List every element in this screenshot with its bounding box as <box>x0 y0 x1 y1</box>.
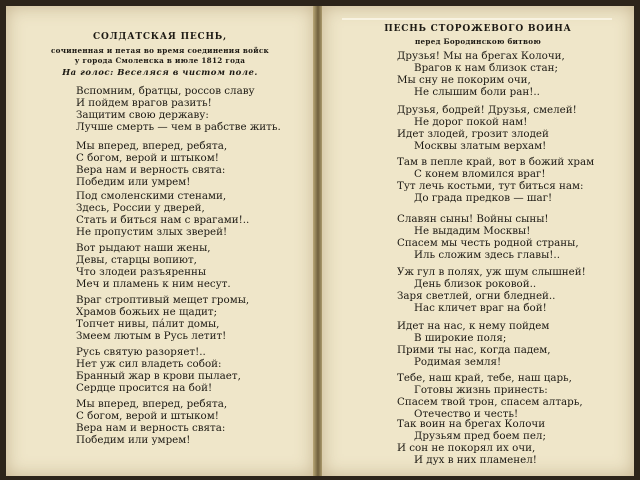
poem-line: Прими ты нас, когда падем, <box>397 344 551 356</box>
poem-line: Под смоленскими стенами, <box>76 190 227 202</box>
poem-line: Стать и биться нам с врагами!.. <box>76 214 250 226</box>
poem-line: Враг строптивый мещет громы, <box>76 294 250 306</box>
poem-line: Русь святую разоряет!.. <box>76 346 206 358</box>
poem-line: Идет на нас, к нему пойдем <box>397 320 550 332</box>
poem-line: День близок роковой.. <box>414 278 537 290</box>
poem-line: Меч и пламень к ним несут. <box>76 278 231 290</box>
poem-line: Тут лечь костьми, тут биться нам: <box>397 180 584 192</box>
poem-line: Девы, старцы вопиют, <box>76 254 197 266</box>
poem-line: Победим или умрем! <box>76 176 191 188</box>
poem-line: Вот рыдают наши жены, <box>76 242 211 254</box>
poem-line: И сон не покорял их очи, <box>397 442 536 454</box>
poem-line: Защитим свою державу: <box>76 109 209 121</box>
poem-line: Спасем твой трон, спасем алтарь, <box>397 396 583 408</box>
poem-line: Славян сыны! Войны сыны! <box>397 213 549 225</box>
poem-line: До града предков — шаг! <box>414 192 553 204</box>
poem-line: Здесь, России у дверей, <box>76 202 205 214</box>
poem-line: Друзья! Мы на брегах Колочи, <box>397 50 565 62</box>
poem-line: Храмов божьих не щадит; <box>76 306 218 318</box>
poem-line: Тебе, наш край, тебе, наш царь, <box>397 372 572 384</box>
poem-line: Друзья, бодрей! Друзья, смелей! <box>397 104 577 116</box>
poem-line: С богом, верой и штыком! <box>76 410 219 422</box>
poem-line: Сердце просится на бой! <box>76 382 213 394</box>
right-page-subtitle: перед Бородинскою битвою <box>414 37 542 46</box>
poem-line: Не выдадим Москвы! <box>414 225 531 237</box>
poem-line: Вера нам и верность свята: <box>76 164 226 176</box>
poem-line: С богом, верой и штыком! <box>76 152 219 164</box>
poem-line: В широкие поля; <box>414 332 507 344</box>
poem-line: Друзьям пред боем пел; <box>414 430 546 442</box>
poem-line: Вспомним, братцы, россов славу <box>76 85 255 97</box>
poem-line: Не пропустим злых зверей! <box>76 226 228 238</box>
poem-line: Там в пепле край, вот в божий храм <box>397 156 595 168</box>
poem-line: Нас кличет враг на бой! <box>414 302 547 314</box>
poem-line: Родимая земля! <box>414 356 502 368</box>
poem-line: Не дорог покой нам! <box>414 116 528 128</box>
poem-line: Уж гул в полях, уж шум слышней! <box>397 266 586 278</box>
poem-line: С конем вломился враг! <box>414 168 546 180</box>
poem-line: Москвы златым верхам! <box>414 140 547 152</box>
poem-line: И дух в них пламенел! <box>414 454 537 466</box>
poem-line: Врагов к нам близок стан; <box>414 62 559 74</box>
poem-line: Мы вперед, вперед, ребята, <box>76 398 228 410</box>
poem-line: Готовы жизнь принесть: <box>414 384 548 396</box>
poem-line: Отечество и честь! <box>414 408 519 420</box>
poem-line: Заря светлей, огни бледней.. <box>397 290 556 302</box>
poem-line: Бранный жар в крови пылает, <box>76 370 241 382</box>
poem-line: Так воин на брегах Колочи <box>397 418 546 430</box>
left-page-subtitle-1: сочиненная и петая во время соединения войск <box>50 46 270 55</box>
poem-line: И пойдем врагов разить! <box>76 97 212 109</box>
right-page-title: ПЕСНЬ СТОРОЖЕВОГО ВОИНА <box>384 24 572 34</box>
page-top-edge <box>342 18 612 20</box>
left-page <box>6 6 314 476</box>
poem-line: Лучше смерть — чем в рабстве жить. <box>76 121 281 133</box>
poem-line: Иль сложим здесь главы!.. <box>414 249 560 261</box>
left-page-tune: На голос: Веселяся в чистом поле. <box>62 68 258 78</box>
right-page <box>322 6 634 476</box>
poem-line: Идет злодей, грозит злодей <box>397 128 549 140</box>
poem-line: Нет уж сил владеть собой: <box>76 358 222 370</box>
poem-line: Змеем лютым в Русь летит! <box>76 330 227 342</box>
left-page-subtitle-2: у города Смоленска в июле 1812 года <box>74 56 246 65</box>
poem-line: Победим или умрем! <box>76 434 191 446</box>
poem-line: Мы сну не покорим очи, <box>397 74 531 86</box>
poem-line: Мы вперед, вперед, ребята, <box>76 140 228 152</box>
poem-line: Топчет нивы, пáлит домы, <box>76 318 220 330</box>
poem-line: Что злодеи разъяренны <box>76 266 207 278</box>
poem-line: Вера нам и верность свята: <box>76 422 226 434</box>
poem-line: Не слышим боли ран!.. <box>414 86 540 98</box>
poem-line: Спасем мы честь родной страны, <box>397 237 579 249</box>
left-page-title: СОЛДАТСКАЯ ПЕСНЬ, <box>93 32 227 42</box>
